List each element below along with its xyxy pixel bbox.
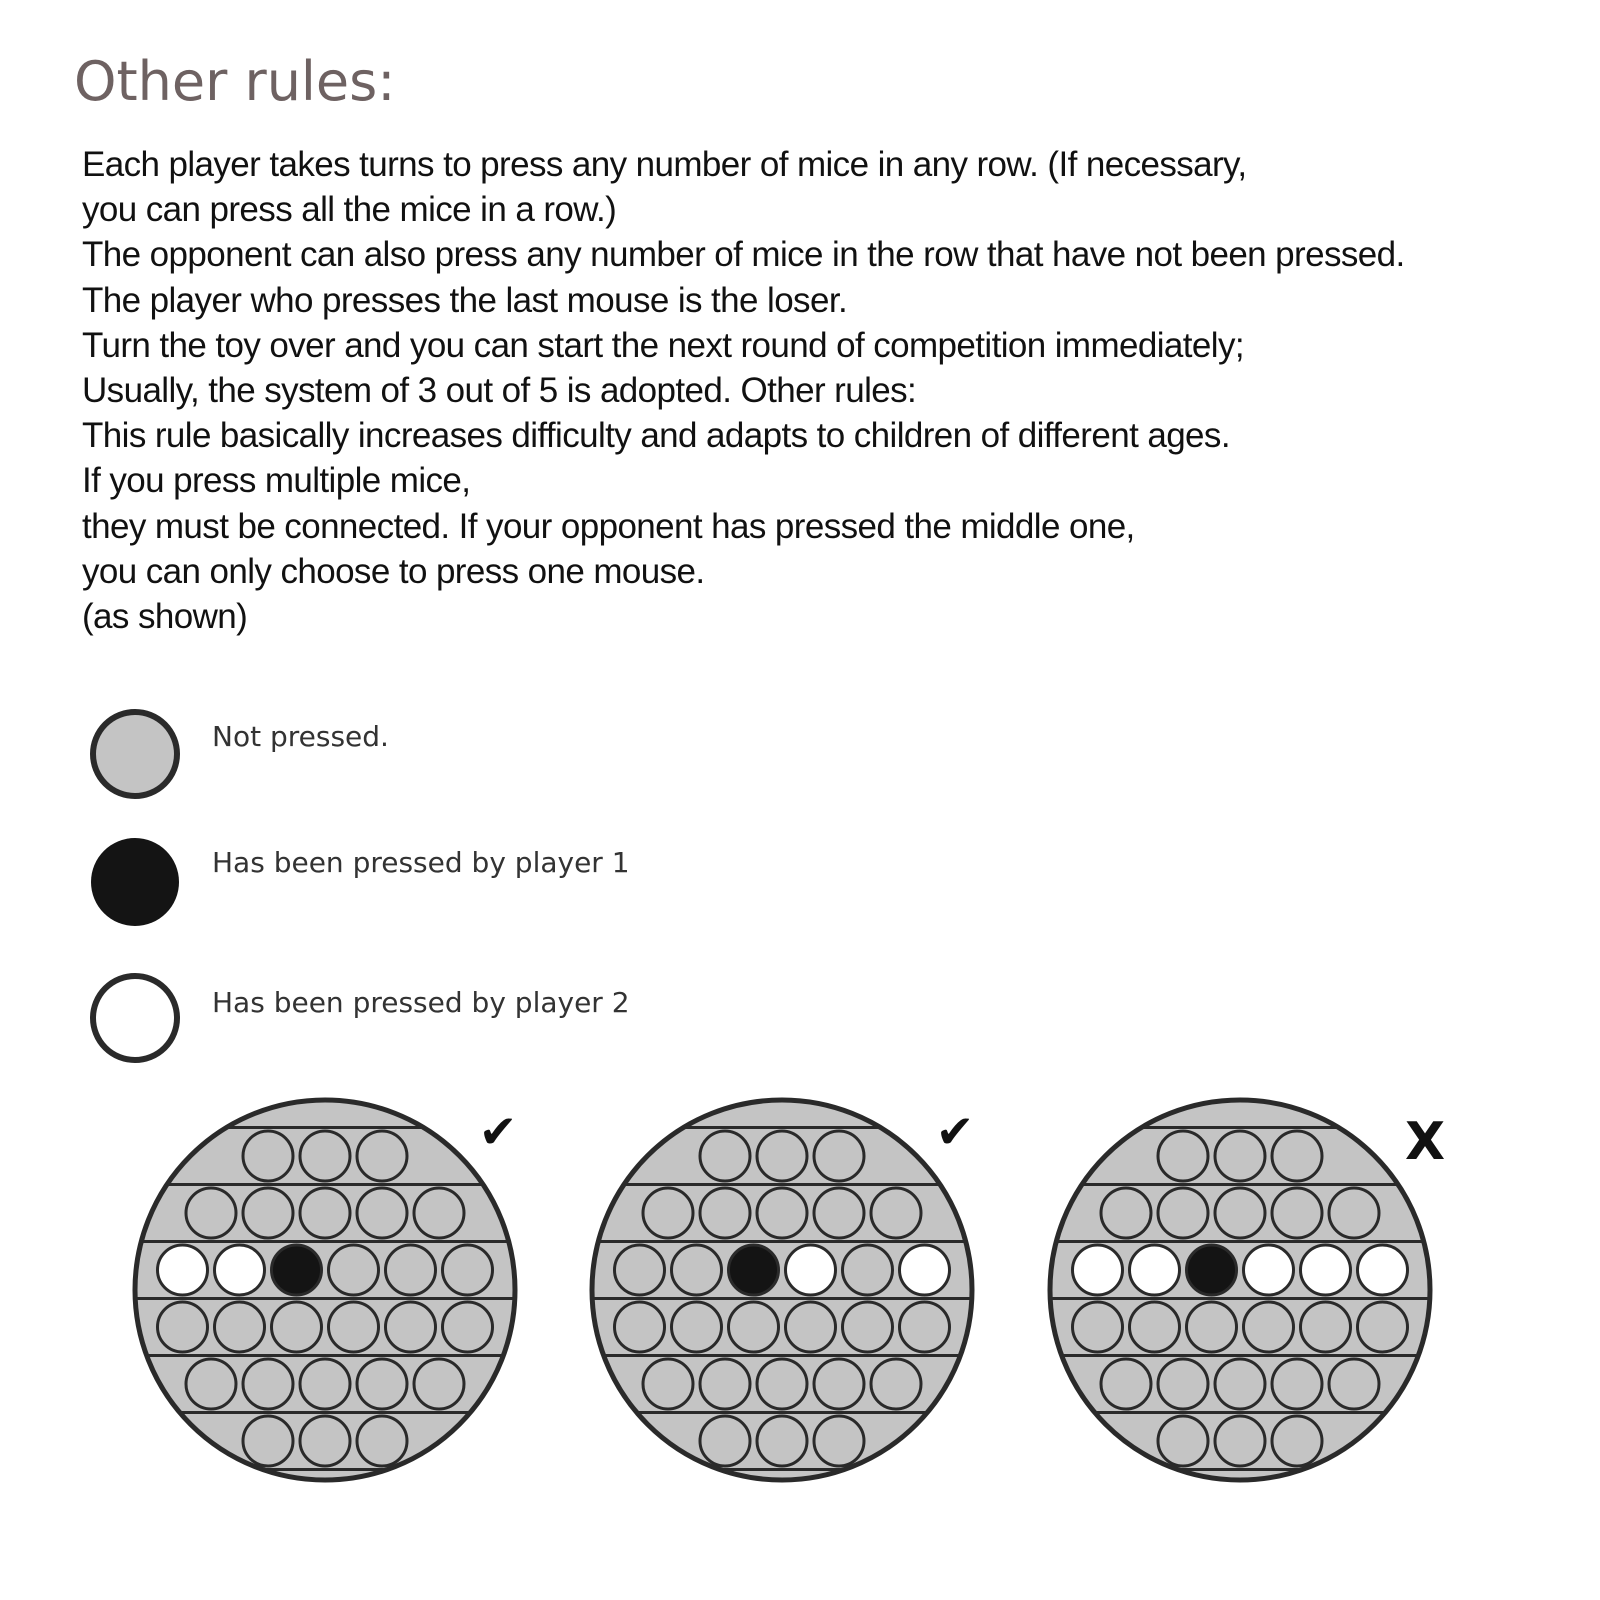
rule-line: If you press multiple mice, — [82, 461, 471, 501]
board — [135, 1100, 515, 1480]
bubble-player1 — [729, 1245, 779, 1295]
bubble-not-pressed — [357, 1416, 407, 1466]
legend-swatch-player2 — [93, 976, 177, 1060]
bubble-not-pressed — [871, 1359, 921, 1409]
bubble-not-pressed — [643, 1359, 693, 1409]
legend-label-player1: Has been pressed by player 1 — [212, 846, 630, 879]
bubble-not-pressed — [615, 1302, 665, 1352]
bubble-not-pressed — [186, 1188, 236, 1238]
bubble-not-pressed — [357, 1131, 407, 1181]
bubble-not-pressed — [757, 1188, 807, 1238]
bubble-not-pressed — [1215, 1188, 1265, 1238]
bubble-not-pressed — [700, 1188, 750, 1238]
rule-line: Usually, the system of 3 out of 5 is adopted. Other rules: — [82, 371, 917, 411]
legend-not-pressed — [88, 706, 648, 802]
bubble-not-pressed — [1215, 1359, 1265, 1409]
checkmark-icon: ✔ — [935, 1104, 975, 1159]
bubble-not-pressed — [1272, 1359, 1322, 1409]
bubble-not-pressed — [814, 1188, 864, 1238]
player2-circle-icon — [88, 970, 188, 1066]
bubble-not-pressed — [700, 1416, 750, 1466]
bubble-not-pressed — [1158, 1188, 1208, 1238]
rule-line: This rule basically increases difficulty and adapts to children of different ages. — [82, 416, 1230, 456]
bubble-not-pressed — [672, 1245, 722, 1295]
bubble-not-pressed — [843, 1245, 893, 1295]
bubble-not-pressed — [243, 1416, 293, 1466]
bubble-not-pressed — [357, 1188, 407, 1238]
rule-line: they must be connected. If your opponent has pressed the middle one, — [82, 506, 1135, 546]
bubble-not-pressed — [386, 1302, 436, 1352]
rule-line: (as shown) — [82, 597, 248, 637]
rule-line: you can press all the mice in a row.) — [82, 190, 617, 230]
bubble-not-pressed — [700, 1131, 750, 1181]
bubble-player2 — [900, 1245, 950, 1295]
bubble-not-pressed — [1329, 1188, 1379, 1238]
not-pressed-circle-icon — [88, 706, 188, 802]
bubble-not-pressed — [300, 1416, 350, 1466]
bubble-player1 — [272, 1245, 322, 1295]
bubble-not-pressed — [643, 1188, 693, 1238]
board — [1050, 1100, 1430, 1480]
cross-icon: X — [1404, 1112, 1446, 1172]
bubble-not-pressed — [329, 1245, 379, 1295]
bubble-not-pressed — [700, 1359, 750, 1409]
bubble-not-pressed — [1358, 1302, 1408, 1352]
bubble-not-pressed — [814, 1131, 864, 1181]
bubble-not-pressed — [443, 1245, 493, 1295]
bubble-not-pressed — [272, 1302, 322, 1352]
bubble-not-pressed — [900, 1302, 950, 1352]
bubble-player2 — [1358, 1245, 1408, 1295]
legend-swatch-not-pressed — [93, 712, 177, 796]
bubble-not-pressed — [243, 1359, 293, 1409]
bubble-player2 — [1073, 1245, 1123, 1295]
bubble-not-pressed — [1187, 1302, 1237, 1352]
bubble-not-pressed — [1215, 1416, 1265, 1466]
rule-line: Each player takes turns to press any number of mice in any row. (If necessary, — [82, 145, 1247, 184]
bubble-not-pressed — [786, 1302, 836, 1352]
bubble-not-pressed — [300, 1188, 350, 1238]
legend-label-not-pressed: Not pressed. — [212, 720, 389, 753]
bubble-player2 — [1301, 1245, 1351, 1295]
rule-line: The opponent can also press any number of mice in the row that have not been pressed. — [82, 235, 1405, 275]
bubble-not-pressed — [1272, 1188, 1322, 1238]
bubble-not-pressed — [300, 1359, 350, 1409]
player1-circle-icon — [88, 834, 188, 930]
bubble-not-pressed — [814, 1359, 864, 1409]
bubble-not-pressed — [615, 1245, 665, 1295]
bubble-not-pressed — [443, 1302, 493, 1352]
bubble-not-pressed — [243, 1131, 293, 1181]
checkmark-icon: ✔ — [478, 1104, 518, 1159]
legend-player2 — [88, 970, 648, 1066]
bubble-player2 — [158, 1245, 208, 1295]
bubble-player2 — [1130, 1245, 1180, 1295]
bubble-not-pressed — [1073, 1302, 1123, 1352]
bubble-player2 — [786, 1245, 836, 1295]
example-boards — [0, 1095, 1600, 1600]
bubble-not-pressed — [158, 1302, 208, 1352]
bubble-not-pressed — [357, 1359, 407, 1409]
bubble-not-pressed — [1329, 1359, 1379, 1409]
bubble-not-pressed — [1158, 1359, 1208, 1409]
bubble-not-pressed — [1272, 1416, 1322, 1466]
rule-line: Turn the toy over and you can start the next round of competition immediately; — [82, 325, 1244, 365]
rule-line: The player who presses the last mouse is the loser. — [82, 280, 848, 320]
bubble-not-pressed — [186, 1359, 236, 1409]
rules-text — [82, 142, 1562, 639]
bubble-not-pressed — [1101, 1188, 1151, 1238]
bubble-not-pressed — [1130, 1302, 1180, 1352]
legend-swatch-player1 — [91, 838, 179, 926]
bubble-not-pressed — [414, 1359, 464, 1409]
bubble-not-pressed — [1244, 1302, 1294, 1352]
board — [592, 1100, 972, 1480]
bubble-not-pressed — [243, 1188, 293, 1238]
bubble-not-pressed — [1272, 1131, 1322, 1181]
bubble-not-pressed — [843, 1302, 893, 1352]
bubble-not-pressed — [729, 1302, 779, 1352]
bubble-player2 — [215, 1245, 265, 1295]
bubble-not-pressed — [672, 1302, 722, 1352]
bubble-not-pressed — [414, 1188, 464, 1238]
bubble-not-pressed — [1158, 1416, 1208, 1466]
rule-line: you can only choose to press one mouse. — [82, 551, 705, 591]
page-title: Other rules: — [74, 50, 396, 113]
bubble-not-pressed — [1158, 1131, 1208, 1181]
bubble-not-pressed — [1301, 1302, 1351, 1352]
bubble-not-pressed — [757, 1131, 807, 1181]
bubble-player1 — [1187, 1245, 1237, 1295]
bubble-not-pressed — [386, 1245, 436, 1295]
bubble-not-pressed — [215, 1302, 265, 1352]
bubble-player2 — [1244, 1245, 1294, 1295]
legend-label-player2: Has been pressed by player 2 — [212, 986, 630, 1019]
bubble-not-pressed — [1215, 1131, 1265, 1181]
bubble-not-pressed — [1101, 1359, 1151, 1409]
bubble-not-pressed — [757, 1416, 807, 1466]
bubble-not-pressed — [757, 1359, 807, 1409]
legend-player1 — [88, 834, 648, 930]
bubble-not-pressed — [329, 1302, 379, 1352]
bubble-not-pressed — [871, 1188, 921, 1238]
bubble-not-pressed — [300, 1131, 350, 1181]
bubble-not-pressed — [814, 1416, 864, 1466]
